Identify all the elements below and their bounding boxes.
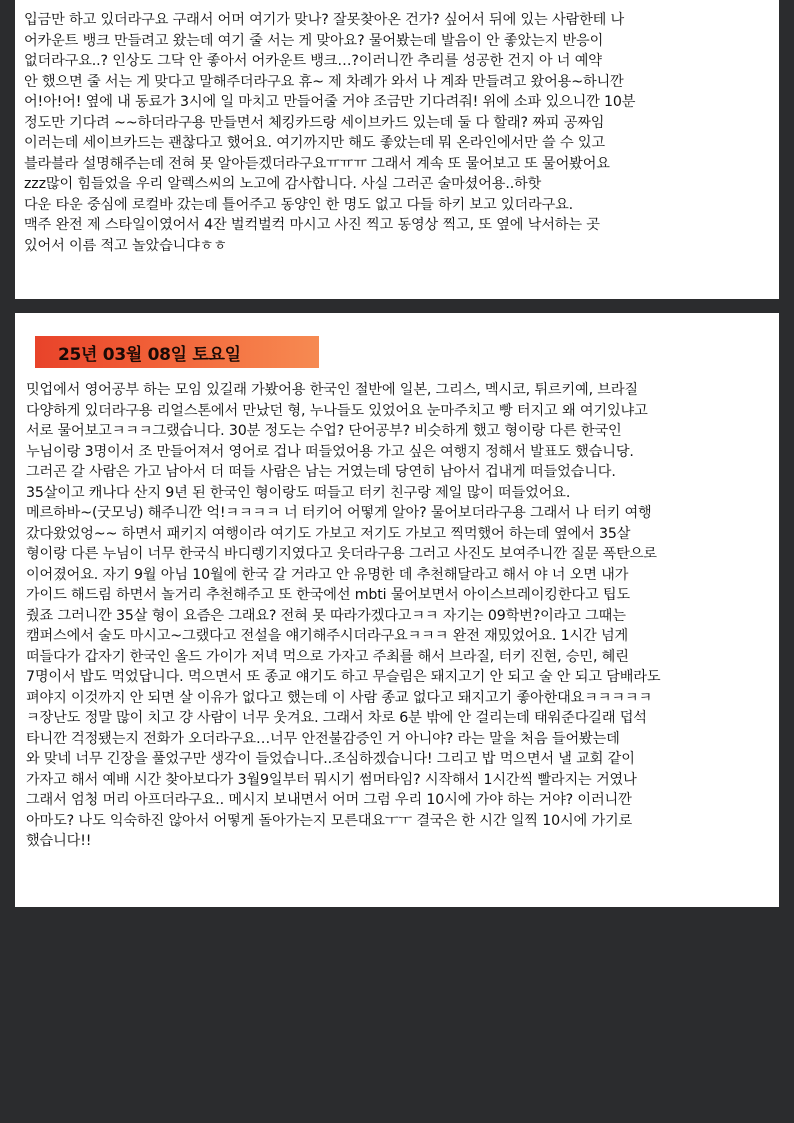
journal-card-bottom <box>15 313 779 907</box>
text-line: 있어서 이름 적고 놀았습니댜ㅎㅎ <box>24 237 227 254</box>
text-line: 어카운트 뱅크 만들려고 왔는데 여기 줄 서는 게 맞아요? 물어봤는데 발음이 안 좋았는지 반응이 <box>24 32 604 49</box>
text-line: 입금만 하고 있더라구요 구래서 어머 여기가 맞나? 잘못찾아온 건가? 싶어서 뒤에 있는 사람한테 나 <box>24 12 625 28</box>
text-line: 이러는데 세이브카드는 괜찮다고 했어요. 여기까지만 해도 좋았는데 뭐 온라인에서만 쓸 수 있고 <box>24 135 605 151</box>
text-line: 정도만 기다려 ~~하더라구용 만들면서 체킹카드랑 세이브카드 있는데 둘 다 할래? 짜피 공짜임 <box>24 114 605 131</box>
text-line: zzz많이 힘들었을 우리 알렉스씨의 노고에 감사합니다. 사실 그러곤 술마셨어용..하핫 <box>24 176 542 192</box>
text-line: 맥주 완전 제 스타일이였어서 4잔 벌컥벌컥 마시고 사진 찍고 동영상 찍고, 또 옆에 낙서하는 곳 <box>24 217 600 233</box>
date-heading: 25년 03월 08일 토요일 <box>58 344 241 365</box>
text-line: 했습니다!! <box>26 833 92 849</box>
text-line: 이어졌어요. 자기 9월 아님 10월에 한국 갈 거라고 안 유명한 데 추천해달라고 해서 야 너 오면 내가 <box>26 566 629 583</box>
date-heading-banner <box>35 336 319 368</box>
text-line: 와 맞네 너무 긴장을 풀었구만 생각이 들었습니다..조심하겠습니다! 그리고 밥 먹으면서 낼 교회 같이 <box>26 751 635 767</box>
text-line: 캠퍼스에서 술도 마시고~그랬다고 전설을 얘기해주시더라구요ㅋㅋㅋ 완전 재밌었어요. 1시간 넘게 <box>26 628 629 644</box>
text-line: 블라블라 설명해주는데 전혀 못 알아듣겠더라구요ㅠㅠㅠ 그래서 계속 또 물어보고 또 물어봤어요 <box>24 155 610 172</box>
journal-paragraph <box>26 380 771 852</box>
text-line: 7명이서 밥도 먹었답니다. 먹으면서 또 종교 얘기도 하고 무슬림은 돼지고기 안 되고 술 안 되고 담배라도 <box>26 669 661 685</box>
text-line: 가이드 해드림 하면서 놀거리 추천해주고 또 한국에선 mbti 물어보면서 아이스브레이킹한다고 팁도 <box>26 587 630 603</box>
text-line: 줬죠 그러니깐 35살 형이 요즘은 그래요? 전혀 못 따라가겠다고ㅋㅋ 자기는 09학번?이라고 그때는 <box>26 607 626 624</box>
text-line: 안 했으면 줄 서는 게 맞다고 말해주더라구요 휴~ 제 차례가 와서 나 계좌 만들려고 왔어용~하니깐 <box>24 73 624 90</box>
text-line: 메르하바~(굿모닝) 해주니깐 억!ㅋㅋㅋㅋ 너 터키어 어떻게 알아? 물어보더라구용 그래서 나 터키 여행 <box>26 505 652 521</box>
journal-card-top <box>15 0 779 299</box>
text-line: 없더라구요..? 인상도 그닥 안 좋아서 어카운트 뱅크…?이러니깐 추리를 성공한 건지 아 너 예약 <box>24 53 602 69</box>
journal-paragraph <box>24 10 771 256</box>
text-line: 펴야지 이것까지 안 되면 살 이유가 없다고 했는데 이 사람 종교 없다고 돼지고기 좋아한대요ㅋㅋㅋㅋㅋ <box>26 689 652 706</box>
text-line: 떠들다가 갑자기 한국인 올드 가이가 저녁 먹으로 가자고 주최를 해서 브라질, 터키 진현, 승민, 혜린 <box>26 648 629 665</box>
text-line: 갔다왔었엉~~ 하면서 패키지 여행이라 여기도 가보고 저기도 가보고 찍먹했어 하는데 옆에서 35살 <box>26 525 631 542</box>
text-line: 다운 타운 중심에 로컬바 갔는데 틀어주고 동양인 한 명도 없고 다들 하키 보고 있더라구요. <box>24 196 574 213</box>
text-line: 그러곤 갈 사람은 가고 남아서 더 떠들 사람은 남는 거였는데 당연히 남아서 겁내게 떠들었습니다. <box>26 464 616 480</box>
text-line: 그래서 엄청 머리 아프더라구요.. 메시지 보내면서 어머 그럼 우리 10시에 가야 하는 거야? 이러니깐 <box>26 792 632 808</box>
text-line: 서로 물어보고ㅋㅋㅋ그랬습니다. 30분 정도는 수업? 단어공부? 비슷하게 했고 형이랑 다른 한국인 <box>26 423 622 439</box>
text-line: 가자고 해서 예배 시간 찾아보다가 3월9일부터 뭐시기 썸머타임? 시작해서 1시간씩 빨라지는 거였나 <box>26 771 637 788</box>
text-line: 다양하게 있더라구용 리얼스톤에서 만났던 형, 누나들도 있었어요 눈마주치고 빵 터지고 왜 여기있냐고 <box>26 402 648 419</box>
text-line: 타니깐 걱정됐는지 전화가 오더라구요…너무 안전불감증인 거 아니야? 라는 말을 처음 들어봤는데 <box>26 730 620 747</box>
text-line: 누님이랑 3명이서 조 만들어져서 영어로 겁나 떠들었어용 가고 싶은 여행지 정해서 발표도 했습니당. <box>26 443 634 460</box>
text-line: 35살이고 캐나다 산지 9년 된 한국인 형이랑도 떠들고 터키 친구랑 제일 많이 떠들었어요. <box>26 484 571 501</box>
text-line: ㅋ장난도 정말 많이 치고 걍 사람이 너무 웃겨요. 그래서 차로 6분 밖에 안 걸리는데 태워준다길래 덥석 <box>26 710 647 726</box>
text-line: 아마도? 나도 익숙하진 않아서 어떻게 돌아가는지 모른대요ㅜㅜ 결국은 한 시간 일찍 10시에 가기로 <box>26 812 633 829</box>
text-line: 어!아!어! 옆에 내 동료가 3시에 일 마치고 만들어줄 거야 조금만 기다려줘! 위에 소파 있으니깐 10분 <box>24 94 636 110</box>
text-line: 밋업에서 영어공부 하는 모임 있길래 가봤어용 한국인 절반에 일본, 그리스, 멕시코, 튀르키예, 브라질 <box>26 382 638 398</box>
text-line: 형이랑 다른 누님이 너무 한국식 바디렝기지였다고 웃더라구용 그러고 사진도 보여주니깐 질문 폭탄으로 <box>26 546 657 562</box>
